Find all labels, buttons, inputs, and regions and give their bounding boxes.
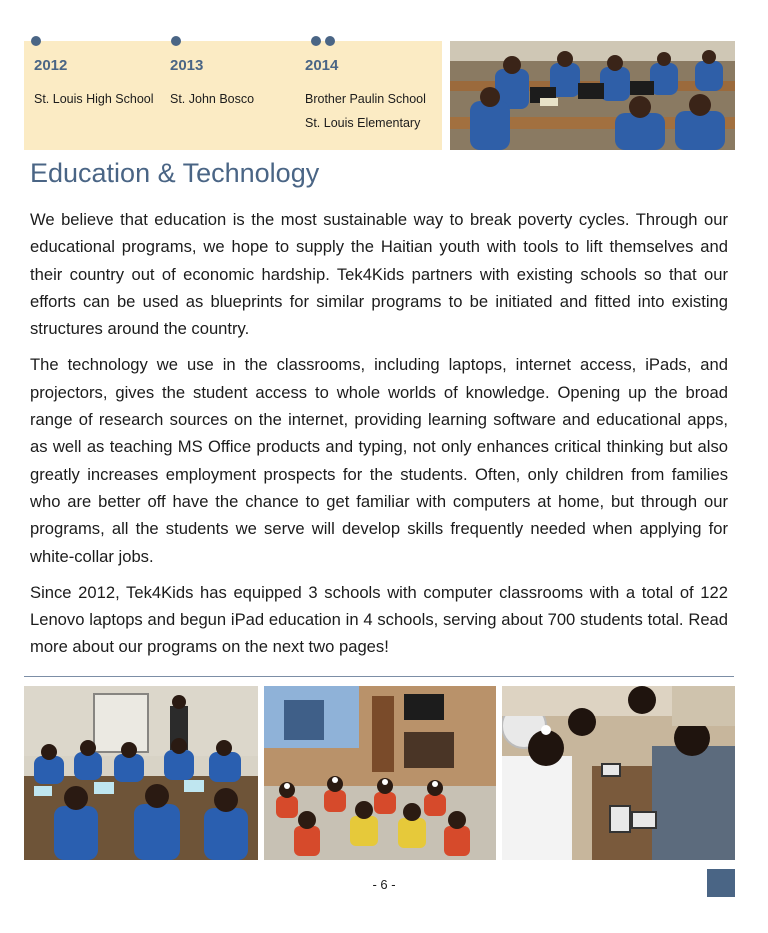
timeline-school: St. Louis Elementary bbox=[305, 116, 421, 130]
body-paragraph: We believe that education is the most sustainable way to break poverty cycles. Through our educational programs, we hope to supply the Haitian youth with tools to lift themselves and their country out of economic hardship. Tek4Kids partners with existing schools so that our efforts can be used as blueprints for similar programs to be initiated and fitted into existing structures around the country. bbox=[30, 210, 728, 339]
timeline-school: St. Louis High School bbox=[34, 92, 154, 106]
computer-lab-photo bbox=[24, 686, 258, 860]
timeline-year-2012: 2012 bbox=[34, 57, 68, 74]
page-number: - 6 - bbox=[372, 877, 396, 892]
timeline-dot bbox=[311, 36, 321, 46]
body-paragraph: Since 2012, Tek4Kids has equipped 3 schools with computer classrooms with a total of 122 Lenovo laptops and begun iPad education in 4 schools, serving about 700 students total. Read more about our programs on the next two pages! bbox=[30, 582, 728, 657]
timeline-school: St. John Bosco bbox=[170, 92, 255, 106]
body-paragraph: The technology we use in the classrooms, including laptops, internet access, iPads, and projectors, gives the student access to whole worlds of knowledge. Opening up the broad range of research sources on the internet, providing learning software and educational apps, as well as teaching MS Office products and typing, not only enhances critical thinking but also greatly increases employment prospects for the students. Often, only children from families who are better off have the chance to get familiar with computers at home, but through our programs, all the students we serve will develop skills frequently needed when applying for white-collar jobs. bbox=[30, 355, 728, 566]
timeline-panel bbox=[24, 41, 442, 150]
timeline-dot bbox=[325, 36, 335, 46]
projector-class-photo bbox=[264, 686, 496, 860]
classroom-photo-top bbox=[450, 41, 735, 150]
timeline-dot bbox=[171, 36, 181, 46]
timeline-year-2013: 2013 bbox=[170, 57, 204, 74]
divider bbox=[24, 676, 734, 677]
corner-marker bbox=[707, 869, 735, 897]
timeline-year-2014: 2014 bbox=[305, 57, 339, 74]
ipad-class-photo bbox=[502, 686, 735, 860]
section-heading: Education & Technology bbox=[30, 158, 320, 188]
section-body bbox=[30, 206, 728, 670]
timeline-dot bbox=[31, 36, 41, 46]
timeline-school: Brother Paulin School bbox=[305, 92, 426, 106]
